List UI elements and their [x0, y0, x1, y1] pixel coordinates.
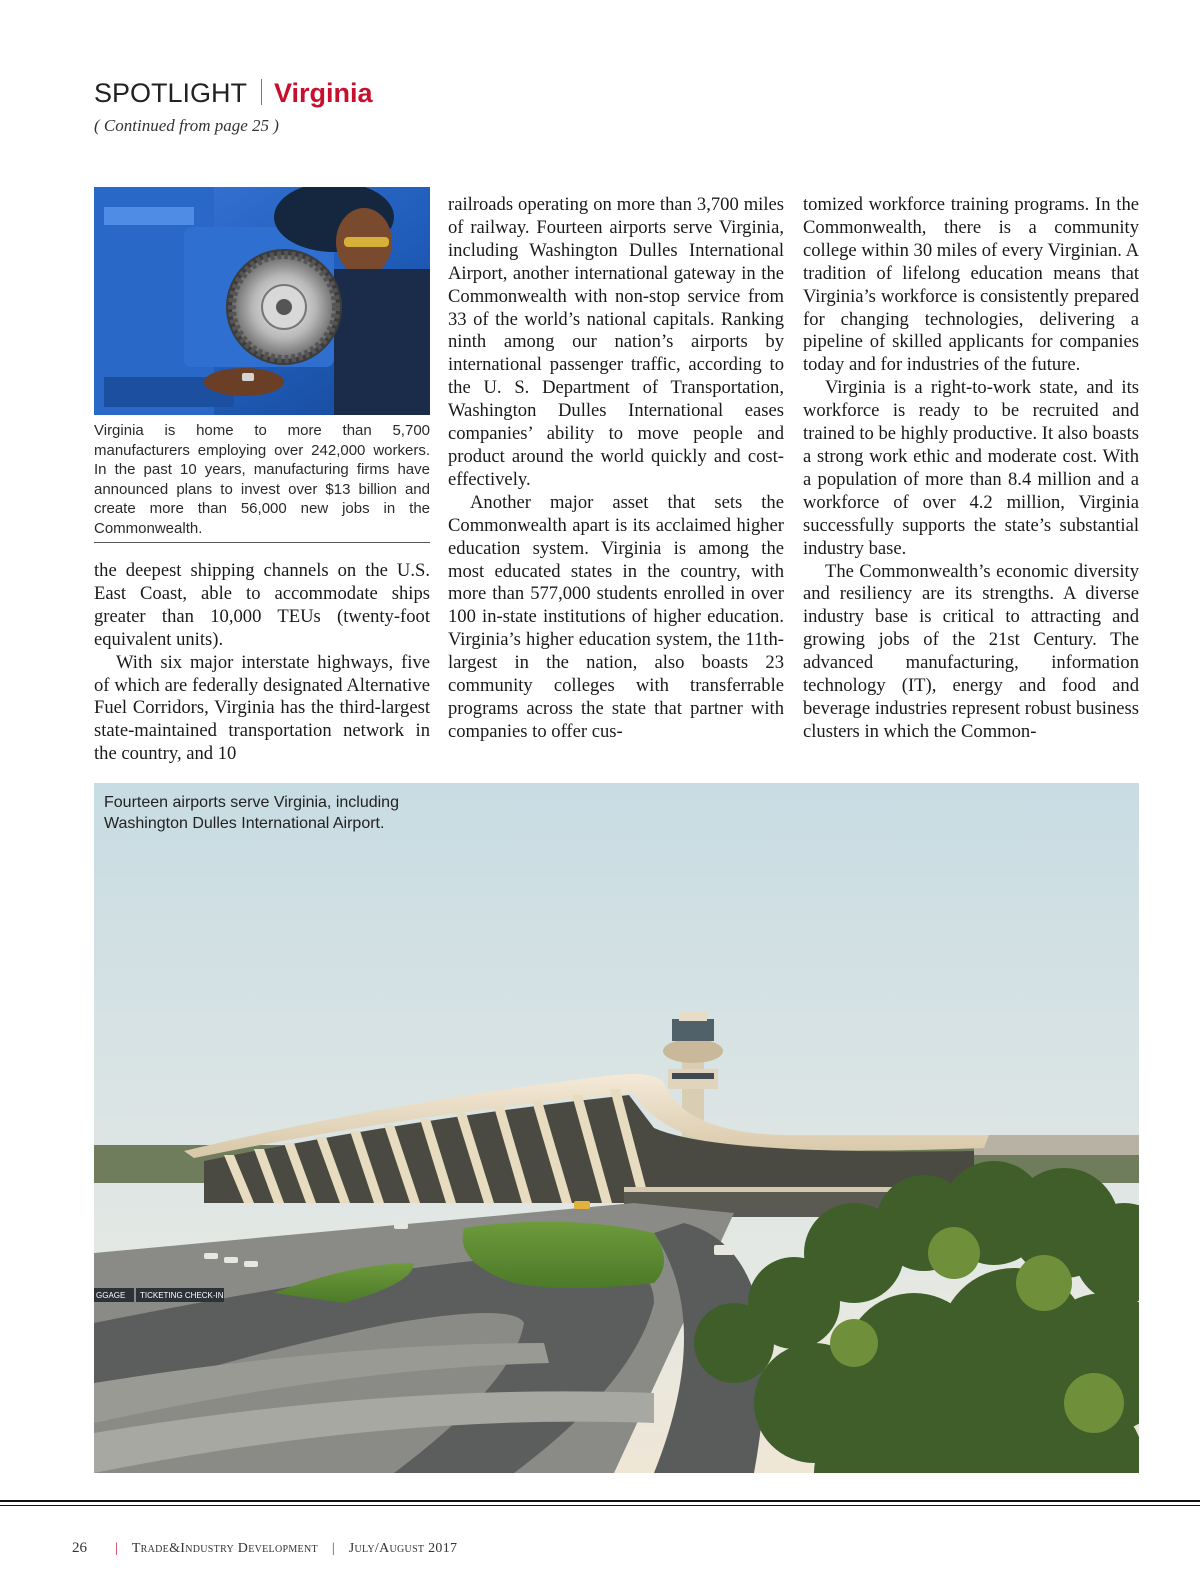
publication-name: Trade&Industry Development	[131, 1541, 318, 1556]
ticketing-sign: TICKETING CHECK-IN	[140, 1291, 224, 1300]
airport-photo	[94, 783, 1139, 1473]
paragraph: the deepest shipping channels on the U.S. East Coast, able to accommodate ships greater than 10,000 TEUs (twenty-foot equivalent units).	[94, 560, 430, 650]
paragraph: Another major asset that sets the Commonwealth apart is its acclaimed higher education system. Virginia is among the most educated states in the country, with more than 577,000 students enrolled in over 100 in-state institutions of higher education. Virginia’s higher education system, the 11th-largest in the nation, also boasts 23 community colleges with transferrable programs across the state that partner with companies to offer cus-	[448, 491, 784, 742]
paragraph: tomized workforce training programs. In the Commonwealth, there is a community college within 30 miles of every Virginian. A tradition of lifelong education means that Virginia’s workforce is consistently prepared for changing technologies, delivering a pipeline of skilled applicants for companies today and for industries of the future.	[803, 194, 1139, 376]
footer-divider: |	[331, 1541, 335, 1556]
section-label: SPOTLIGHT	[94, 78, 248, 108]
section-header	[94, 78, 373, 109]
paragraph: Virginia is a right-to-work state, and its workforce is ready to be recruited and trained to be highly productive. It also boasts a strong work ethic and moderate cost. With a population of more than 8.4 million and a workforce of over 4.2 million, Virginia successfully supports the state’s substantial industry base.	[803, 377, 1139, 559]
issue-date: July/August 2017	[348, 1541, 458, 1556]
article-column-2	[448, 194, 784, 744]
airport-caption: Fourteen airports serve Virginia, including Washington Dulles International Airport.	[104, 794, 399, 832]
paragraph: The Commonwealth’s economic diversity and resiliency are its strengths. A diverse industry base is critical to attracting and growing jobs of the 21st Century. The advanced manufacturing, information technology (IT), energy and food and beverage industries represent robust business clusters in which the Common-	[803, 560, 1139, 742]
continued-note: ( Continued from page 25 )	[94, 116, 279, 135]
state-title: Virginia	[274, 78, 373, 108]
manufacturing-photo	[94, 187, 430, 415]
article-column-1	[94, 560, 430, 766]
page-footer	[72, 1540, 457, 1557]
page-number: 26	[72, 1540, 87, 1556]
manufacturing-caption: Virginia is home to more than 5,700 manufacturers employing over 242,000 workers. In the past 10 years, manufacturing firms have announced plans to invest over $13 billion and create more than 56,000 new jobs in the Commonwealth.	[94, 422, 430, 537]
baggage-sign: GGAGE	[96, 1291, 126, 1300]
footer-divider: |	[115, 1541, 118, 1556]
paragraph: With six major interstate highways, five of which are federally designated Alternative Fuel Corridors, Virginia has the third-largest state-maintained transportation network in the country, and 10	[94, 651, 430, 765]
caption-divider	[94, 542, 430, 543]
article-column-3	[803, 194, 1139, 744]
header-divider	[261, 79, 262, 105]
paragraph: railroads operating on more than 3,700 miles of railway. Fourteen airports serve Virginia, including Washington Dulles International Airport, another international gateway in the Commonwealth with non-stop service from 33 of the world’s national capitals. Ranking ninth among our nation’s airports by international passenger traffic, according to the U. S. Department of Transportation, Washington Dulles International eases companies’ ability to move people and product around the world quickly and cost-effectively.	[448, 194, 784, 490]
footer-rule	[0, 1500, 1200, 1502]
footer-rule	[0, 1505, 1200, 1506]
